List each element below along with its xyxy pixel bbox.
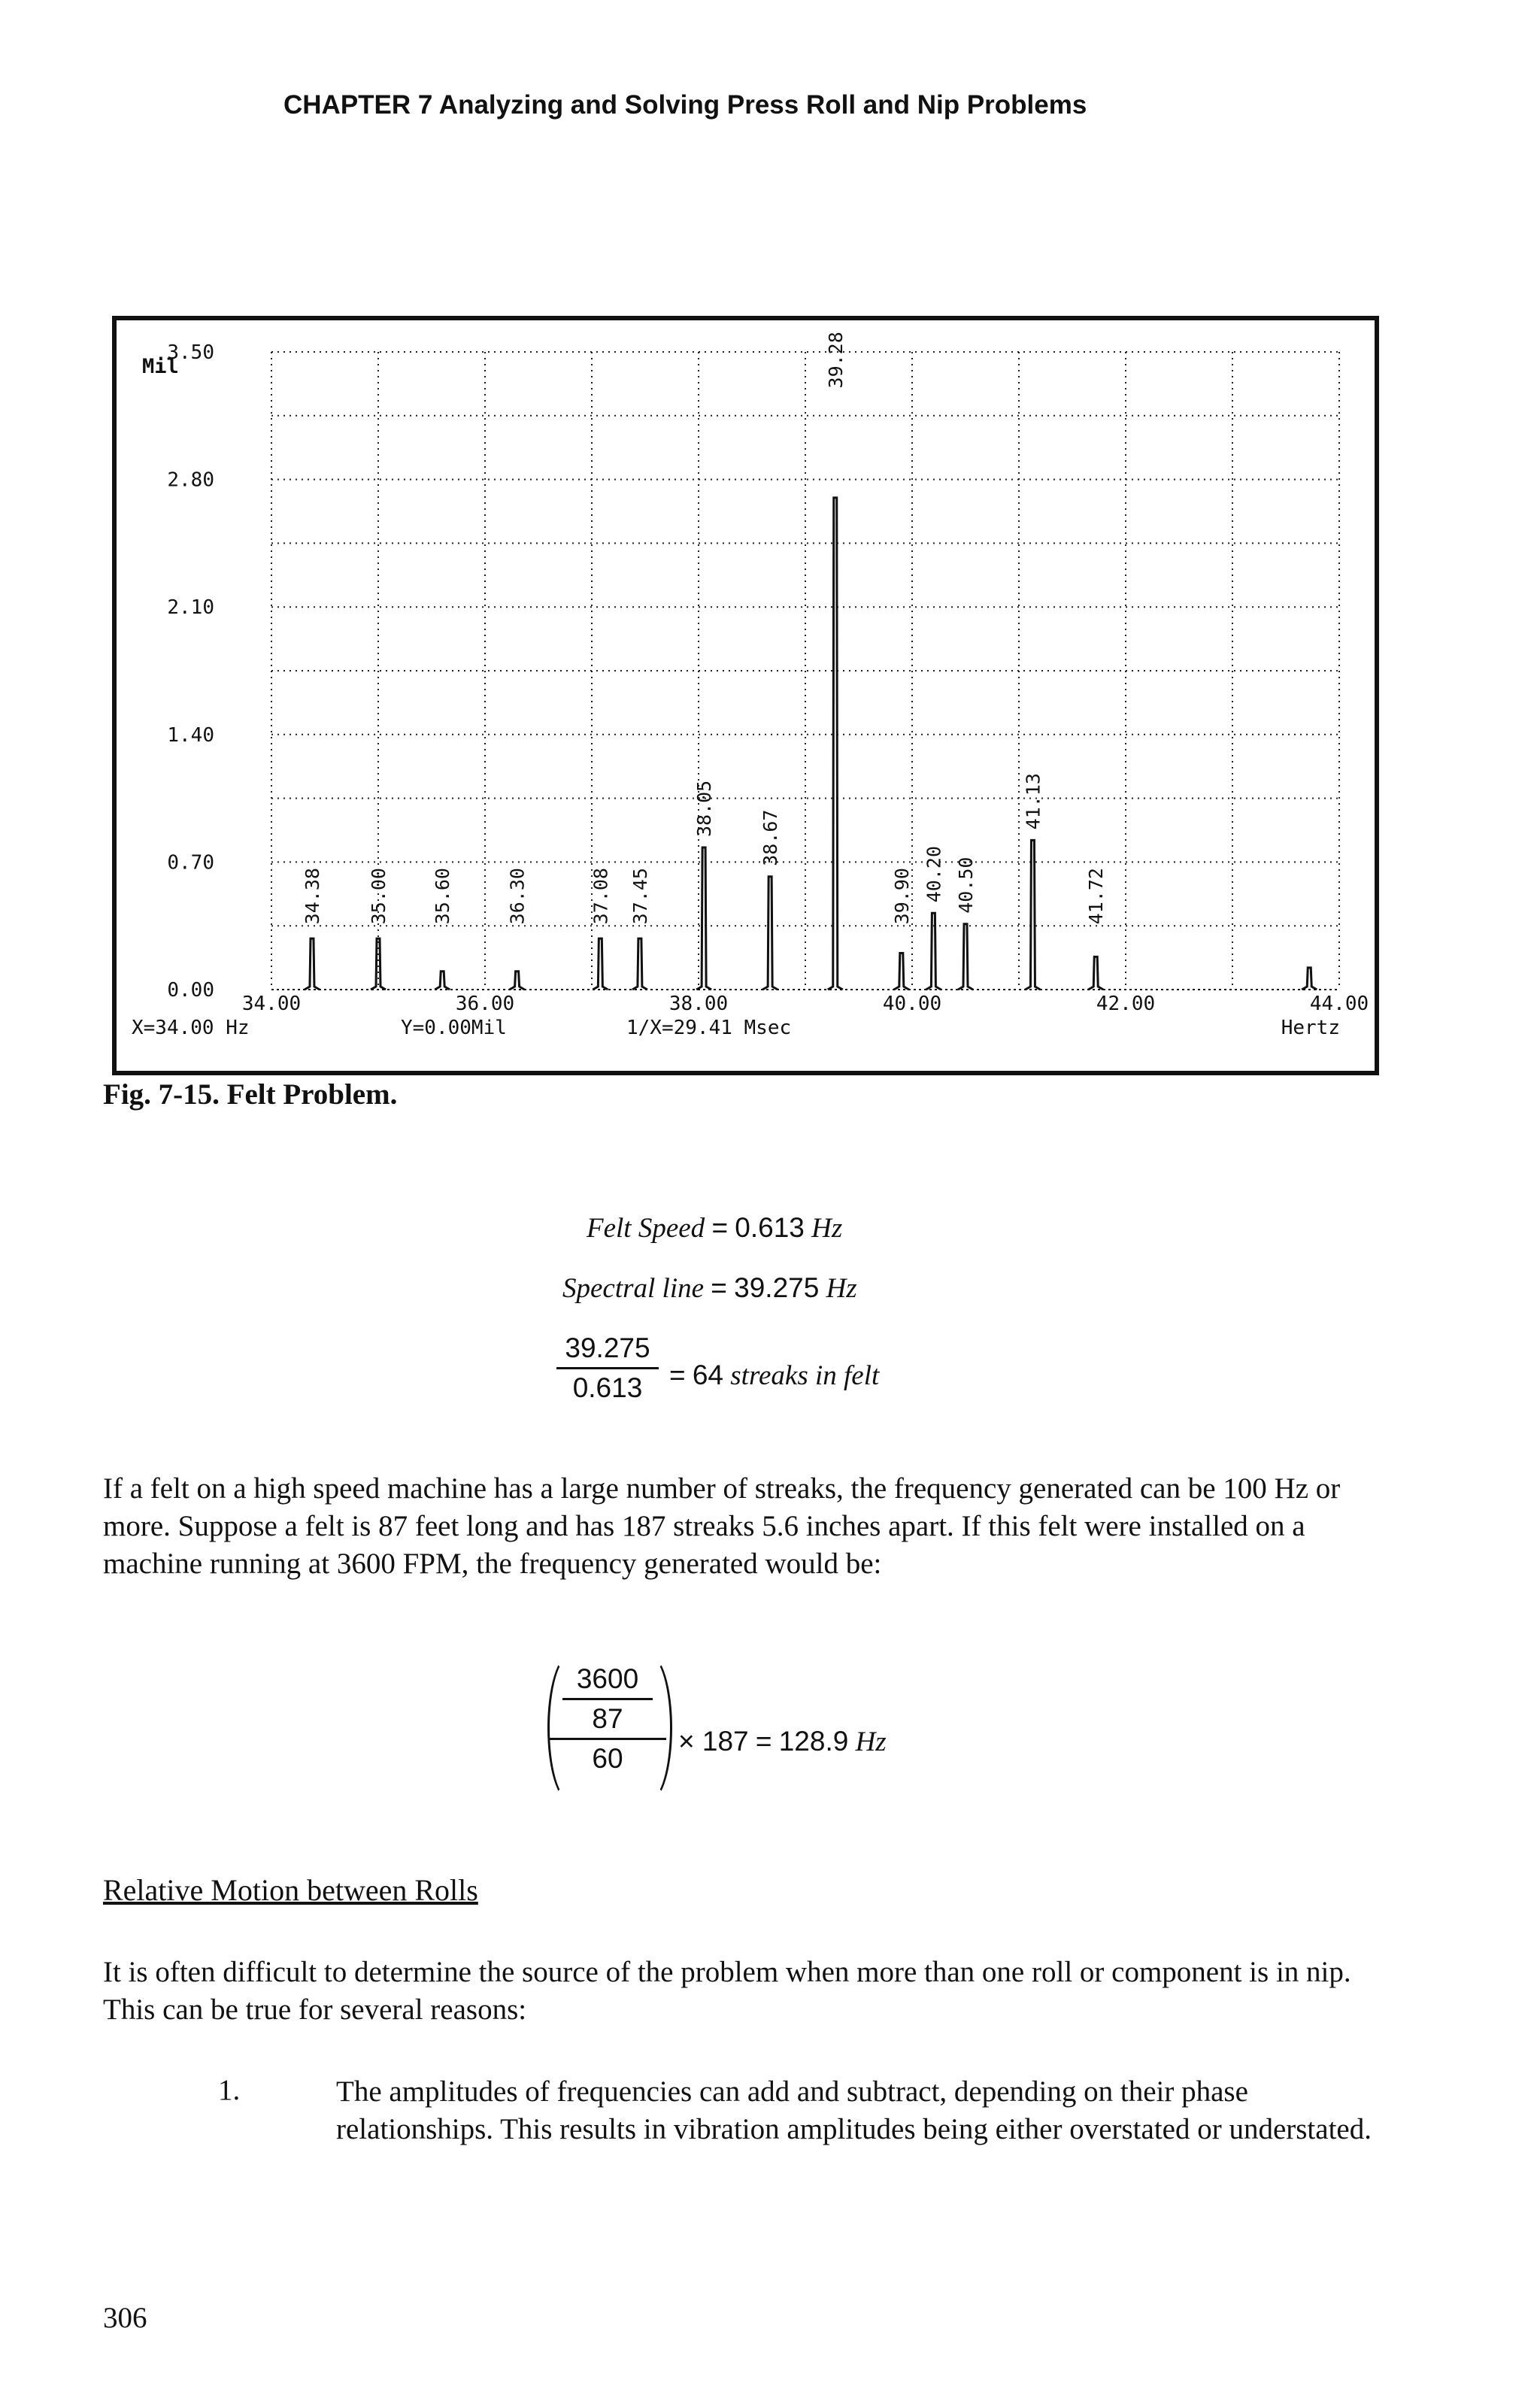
spectrum-peak	[1302, 968, 1317, 990]
spectral-eq-sign: =	[711, 1272, 727, 1303]
peak-label: 39.90	[890, 868, 913, 925]
peak-label: 41.72	[1085, 868, 1108, 925]
ratio-result	[669, 1360, 879, 1392]
y-tick-label: 0.00	[167, 979, 214, 1002]
spectrum-peak	[762, 877, 778, 990]
spectral-line-equation	[562, 1272, 857, 1305]
y-tick-label: 0.70	[167, 851, 214, 875]
spectrum-peak	[894, 953, 909, 990]
calc-times: × 187	[678, 1726, 749, 1757]
fraction-bar	[556, 1367, 659, 1369]
period-readout: 1/X=29.41 Msec	[626, 1017, 792, 1039]
y-tick-label: 3.50	[167, 341, 214, 364]
peak-label: 37.08	[590, 868, 612, 925]
ratio-fraction	[556, 1332, 659, 1404]
spectral-line-value: 39.275	[734, 1272, 820, 1303]
spectrum-peak	[510, 972, 525, 990]
ratio-eq-sign: =	[669, 1360, 686, 1390]
spectrum-peak	[632, 938, 647, 990]
x-tick-label: 40.00	[882, 993, 942, 1015]
calc-result-value: 128.9	[778, 1726, 849, 1757]
paragraph-relative-motion: It is often difficult to determine the source of the problem when more than one roll or component is in nip. This can be true for several reasons:	[103, 1956, 1351, 2026]
calc-fraction	[562, 1663, 653, 1775]
calc-denominator: 60	[592, 1743, 623, 1774]
calc-result	[678, 1726, 887, 1758]
figure-caption: Fig. 7-15. Felt Problem.	[103, 1078, 398, 1111]
x-readout: X=34.00 Hz	[132, 1017, 250, 1039]
x-unit-label: Hertz	[1281, 1017, 1340, 1039]
page-number: 306	[103, 2302, 147, 2334]
peak-label: 40.50	[955, 856, 977, 914]
calc-mid-number: 87	[592, 1703, 623, 1734]
felt-speed-value: 0.613	[735, 1212, 805, 1243]
y-tick-label: 2.80	[167, 468, 214, 492]
spectrum-peak	[1088, 956, 1103, 990]
y-unit-label: Mil	[142, 355, 179, 378]
ratio-result-value: 64	[692, 1360, 724, 1390]
ratio-result-text: streaks in felt	[730, 1360, 880, 1391]
peak-label: 41.13	[1022, 773, 1044, 830]
spectrum-peak	[926, 913, 941, 990]
list-item-number: 1.	[218, 2074, 241, 2106]
ratio-numerator: 39.275	[565, 1332, 650, 1363]
x-tick-label: 38.00	[668, 993, 729, 1015]
peak-label: 34.38	[301, 868, 323, 925]
calc-result-unit: Hz	[855, 1727, 887, 1757]
list-item-text: The amplitudes of frequencies can add and subtract, depending on their phase relationships. This results in vibration amplitudes being either overstated or understated.	[336, 2075, 1372, 2145]
peak-label: 35.00	[368, 868, 390, 925]
running-head: CHAPTER 7 Analyzing and Solving Press Roll and Nip Problems	[283, 90, 1087, 120]
ratio-denominator: 0.613	[572, 1372, 643, 1403]
spectral-line-label: Spectral line	[562, 1273, 705, 1304]
x-tick-label: 34.00	[241, 993, 302, 1015]
spectrum-peak	[371, 938, 386, 990]
felt-speed-unit: Hz	[811, 1213, 843, 1244]
spectrum-peak	[958, 924, 973, 990]
spectrum-figure	[112, 316, 1379, 1075]
spectral-line-unit: Hz	[826, 1273, 857, 1304]
calc-eq-sign: =	[755, 1726, 772, 1757]
peak-label: 39.28	[824, 332, 847, 389]
paragraph-felt-frequency: If a felt on a high speed machine has a large number of streaks, the frequency generated can be 100 Hz or more. Suppose a felt is 87 feet long and has 187 streaks 5.6 inches apart. If this felt were installed on a machine running at 3600 FPM, the frequency generated would be:	[103, 1472, 1341, 1580]
spectrum-peak	[1025, 840, 1040, 990]
peak-label: 40.20	[923, 845, 945, 903]
x-tick-label: 36.00	[455, 993, 515, 1015]
felt-speed-equation	[587, 1212, 842, 1244]
spectrum-peak	[828, 498, 843, 990]
peak-label: 37.45	[629, 868, 651, 925]
spectrum-peak	[593, 938, 608, 990]
x-tick-label: 44.00	[1309, 993, 1369, 1015]
y-readout: Y=0.00Mil	[401, 1017, 507, 1039]
peak-label: 38.05	[693, 780, 716, 838]
peak-label: 36.30	[506, 868, 529, 925]
peak-label: 38.67	[759, 809, 782, 866]
section-heading: Relative Motion between Rolls	[103, 1873, 478, 1907]
calc-top-number: 3600	[576, 1663, 639, 1694]
spectrum-chart	[117, 320, 1375, 1071]
y-tick-label: 1.40	[167, 723, 214, 747]
felt-speed-eq-sign: =	[711, 1212, 729, 1243]
x-tick-label: 42.00	[1096, 993, 1156, 1015]
y-tick-label: 2.10	[167, 596, 214, 620]
felt-speed-label: Felt Speed	[587, 1213, 705, 1244]
chart-peaks	[302, 332, 1317, 990]
calc-top-bar	[562, 1698, 653, 1700]
spectrum-peak	[435, 972, 450, 990]
spectrum-peak	[305, 938, 320, 990]
peak-label: 35.60	[432, 868, 454, 925]
calc-main-bar	[549, 1738, 666, 1740]
